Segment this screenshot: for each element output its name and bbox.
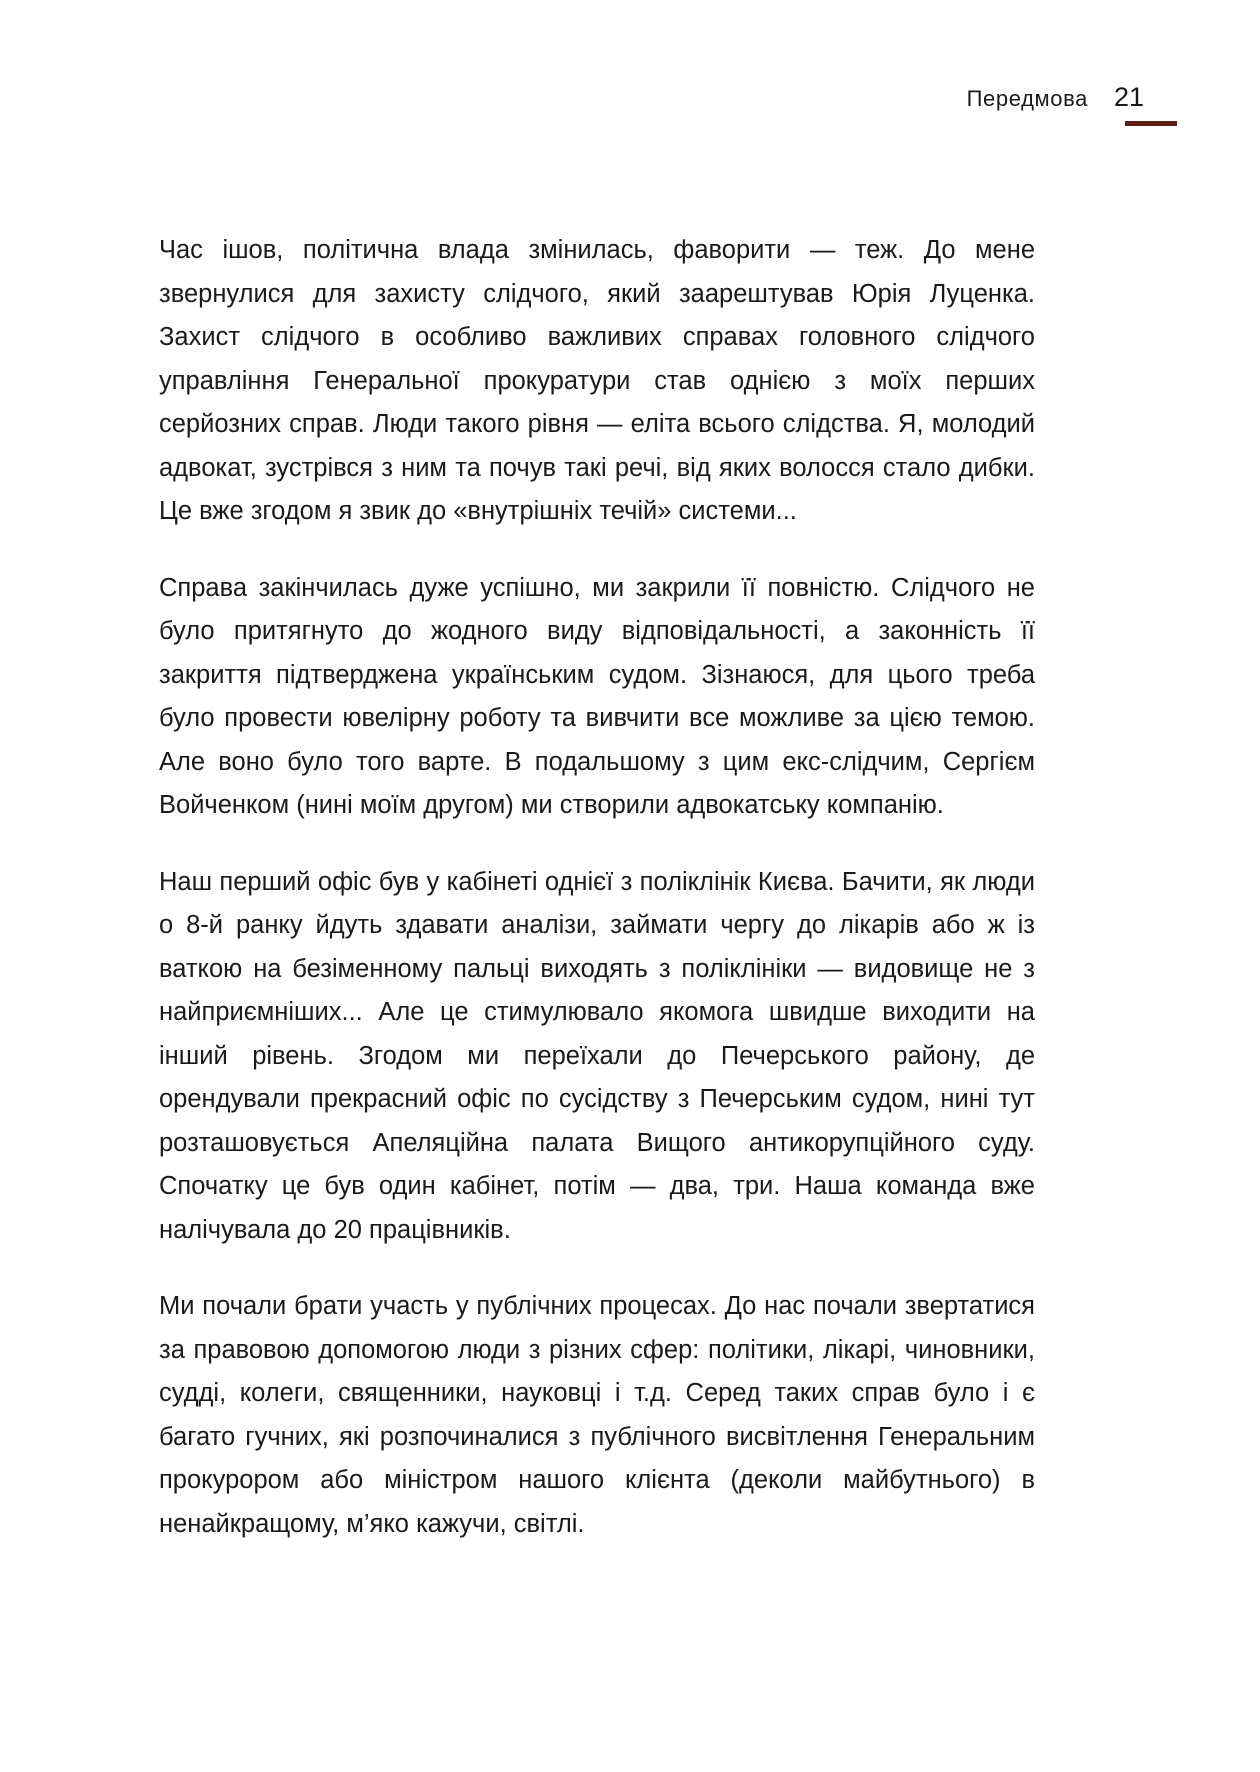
paragraph-2: Справа закінчилась дуже успішно, ми закрили її повністю. Слідчого не було притягнуто до жодного виду відповідальності, а законність її закриття підтверджена українським судом. Зізнаюся, для цього треба було провести ювелірну роботу та вивчити все можливе за цією темою. Але воно було того варте. В подальшому з цим екс-слідчим, Сергієм Войченком (нині моїм другом) ми створили адвокатську компанію. bbox=[159, 573, 1035, 819]
paragraph-1: Час ішов, політична влада змінилась, фаворити — теж. До мене звернулися для захисту слідчого, який заарештував Юрія Луценка. Захист слідчого в особливо важливих справах головного слідчого управління Генеральної прокуратури став однією з моїх перших серйозних справ. Люди такого рівня — еліта всього слідства. Я, молодий адвокат, зустрівся з ним та почув такі речі, від яких волосся стало дибки. Це вже згодом я звик до «внутрішніх течій» системи... bbox=[159, 236, 1035, 525]
paragraph-4: Ми почали брати участь у публічних процесах. До нас почали звертатися за правовою допомогою люди з різних сфер: політики, лікарі, чиновники, судді, колеги, священники, науковці і т.д. Серед таких справ було і є багато гучних, які розпочиналися з публічного висвітлення Генеральним прокурором або міністром нашого клієнта (деколи майбутнього) в ненайкращому, м’яко кажучи, світлі. bbox=[159, 1292, 1035, 1538]
section-title: Передмова bbox=[966, 86, 1088, 111]
header-rule bbox=[1125, 121, 1177, 126]
page-number: 21 bbox=[1113, 82, 1144, 112]
body-text bbox=[159, 229, 1035, 1546]
paragraph-3: Наш перший офіс був у кабінеті однієї з поліклінік Києва. Бачити, як люди о 8-й ранку йдуть здавати аналізи, займати чергу до лікарів або ж із ваткою на безіменному пальці виходять з поліклініки — видовище не з найприємніших... Але це стимулювало якомога швидше виходити на інший рівень. Згодом ми переїхали до Печерського району, де орендували прекрасний офіс по сусідству з Печерським судом, нині тут розташовується Апеляційна палата Вищого антикорупційного суду. Спочатку це був один кабінет, потім — два, три. Наша команда вже налічувала до 20 працівників. bbox=[159, 867, 1035, 1244]
running-head bbox=[967, 82, 1144, 113]
